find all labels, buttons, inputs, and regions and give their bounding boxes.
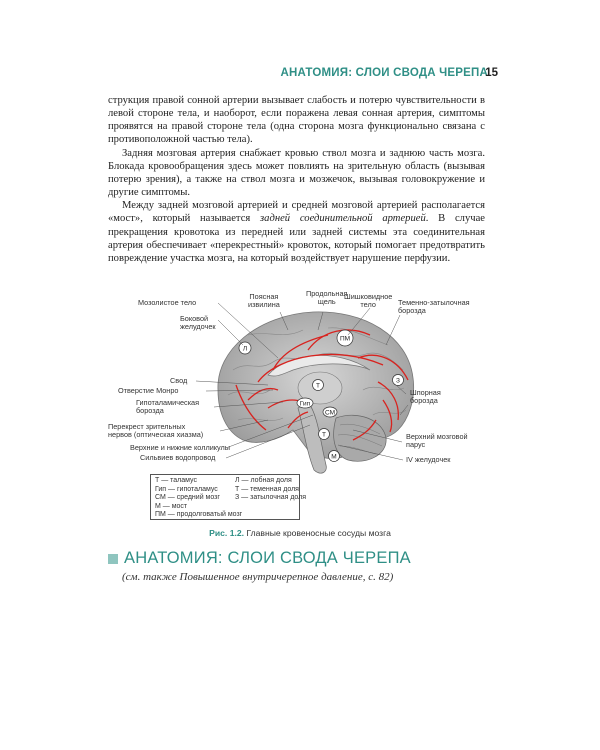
legend-item: Т — теменная доля: [235, 485, 299, 493]
label-colliculi: Верхние и нижние колликулы: [130, 443, 231, 452]
marker-occipital: З: [396, 377, 400, 385]
marker-hypothalamus: Гип: [299, 400, 311, 408]
paragraph-2: Задняя мозговая артерия снабжает кровью ствол мозга и заднюю часть мозга. Блокада кровообращения здесь может повлиять на зрительную область (вызывая потерю зрения), а также на ствол мозга и мозжечок, вызывая головокружение и другие симптомы.: [108, 147, 485, 199]
marker-parietal-upper: ПМ: [339, 335, 351, 343]
paragraph-3-before: Между задней мозговой артерией и средней мозговой артерией располагается «мост», который называется: [108, 200, 485, 225]
legend-item: Л — лобная доля: [235, 477, 292, 484]
label-fornix: Свод: [170, 376, 188, 385]
label-hypothalamic-sulcus: Гипоталамическая борозда: [136, 398, 200, 416]
label-fourth-ventricle: IV желудочек: [406, 455, 451, 464]
legend-left-column: [155, 477, 242, 520]
marker-midbrain: СМ: [324, 409, 336, 417]
figure-caption: [0, 528, 600, 538]
marker-medulla: М: [331, 453, 337, 461]
label-sylvian-aqueduct: Сильвиев водопровод: [140, 453, 216, 462]
paragraph-3: [108, 199, 485, 265]
brain-figure: [108, 290, 488, 522]
caption-number: Рис. 1.2.: [209, 528, 245, 538]
label-medullary-velum: Верхний мозговой парус: [406, 432, 468, 450]
label-calcarine-sulcus: Шпорная борозда: [410, 388, 441, 406]
legend-right-column: [235, 477, 306, 503]
label-lateral-ventricle: Боковой желудочек: [180, 314, 216, 332]
section-title: АНАТОМИЯ: СЛОИ СВОДА ЧЕРЕПА: [124, 549, 411, 567]
paragraph-3-term: задней соединительной артерией: [260, 213, 426, 225]
label-corpus-callosum: Мозолистое тело: [138, 298, 197, 307]
body-text: [108, 94, 485, 265]
section-square-icon: [108, 554, 118, 564]
label-longitudinal-fissure: Продольная щель: [306, 289, 348, 307]
label-cingulate-gyrus: Поясная извилина: [248, 292, 280, 310]
section-heading: [108, 549, 411, 568]
legend-item: Т — таламус: [155, 477, 197, 484]
paragraph-3-after: . В случае прекращения кровотока из передней или задней системы эта соединительная артерия обеспечивает «перекрестный» кровоток, который помогает предотвратить повреждение участка мозга, на который воздействует нарушение перфузии.: [108, 213, 485, 264]
legend-item: Гип — гипоталамус: [155, 485, 218, 493]
legend-item: М — мост: [155, 502, 188, 510]
running-title: АНАТОМИЯ: СЛОИ СВОДА ЧЕРЕПА: [280, 67, 488, 79]
figure-legend: [150, 474, 307, 520]
legend-item: ПМ — продолговатый мозг: [155, 511, 243, 519]
legend-item: З — затылочная доля: [235, 494, 307, 502]
page-number: 15: [485, 67, 498, 79]
cross-reference: (см. также Повышенное внутричерепное давление, с. 82): [122, 571, 394, 583]
marker-pons: Т: [322, 431, 326, 439]
legend-item: СМ — средний мозг: [155, 494, 220, 502]
paragraph-1: струкция правой сонной артерии вызывает слабость и потерю чувствительности в левой стороне тела, и наоборот, если поражена левая сонная артерия, симптомы проявятся на правой стороне тела (одна сторона мозга функционально связана с противоположной частью тела).: [108, 95, 485, 146]
label-optic-chiasm: Перекрест зрительных нервов (оптическая хиазма): [108, 422, 204, 440]
marker-thalamus: Т: [316, 382, 320, 390]
label-pineal-body: Шишковидное тело: [344, 292, 393, 310]
marker-frontal: Л: [242, 345, 248, 353]
label-monro-foramen: Отверстие Монро: [118, 386, 179, 395]
caption-text: Главные кровеносные сосуды мозга: [246, 528, 391, 538]
label-parieto-occipital-sulcus: Теменно-затылочная борозда: [398, 298, 470, 316]
